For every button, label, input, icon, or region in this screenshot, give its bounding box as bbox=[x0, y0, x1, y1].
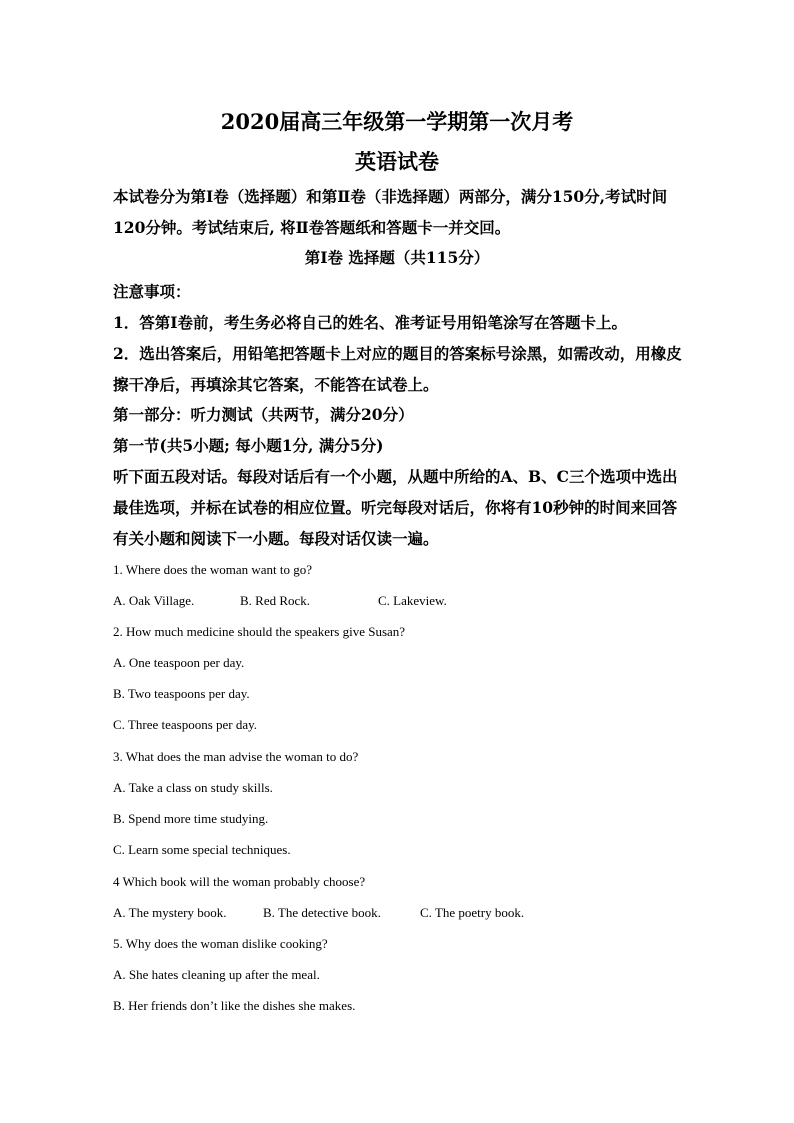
question-3-option-b: B. Spend more time studying. bbox=[113, 811, 269, 826]
exam-title: 2020届高三年级第一学期第一次月考 bbox=[220, 109, 574, 134]
question-3-stem: 3. What does the man advise the woman to do? bbox=[113, 749, 359, 764]
part1-instructions: 听下面五段对话。每段对话后有一个小题，从题中所给的A、B、C三个选项中选出最佳选项，并标在试卷的相应位置。听完每段对话后，你将有10秒钟的时间来回答有关小题和阅读下一小题。每段对话仅读一遍。 bbox=[113, 467, 678, 548]
question-1-option-c: C. Lakeview. bbox=[378, 593, 447, 608]
notes-item-2: 2．选出答案后，用铅笔把答题卡上对应的题目的答案标号涂黑，如需改动，用橡皮擦干净后，再填涂其它答案，不能答在试卷上。 bbox=[113, 344, 682, 394]
section-title: 第Ⅰ卷 选择题（共115分） bbox=[304, 248, 490, 267]
intro-paragraph: 本试卷分为第Ⅰ卷（选择题）和第Ⅱ卷（非选择题）两部分，满分150分,考试时间120分钟。考试结束后, 将Ⅱ卷答题纸和答题卡一并交回。 bbox=[113, 187, 668, 237]
notes-item-1: 1．答第Ⅰ卷前，考生务必将自己的姓名、准考证号用铅笔涂写在答题卡上。 bbox=[113, 313, 628, 332]
question-2-option-b: B. Two teaspoons per day. bbox=[113, 686, 250, 701]
question-4-option-c: C. The poetry book. bbox=[420, 905, 525, 920]
question-5-option-b: B. Her friends don’t like the dishes she makes. bbox=[113, 998, 356, 1013]
question-2-option-c: C. Three teaspoons per day. bbox=[113, 717, 258, 732]
question-3-option-a: A. Take a class on study skills. bbox=[113, 780, 273, 795]
question-1-option-a: A. Oak Village. bbox=[113, 593, 195, 608]
question-1-option-b: B. Red Rock. bbox=[240, 593, 311, 608]
question-1-stem: 1. Where does the woman want to go? bbox=[113, 562, 313, 577]
part1-section1: 第一节(共5小题; 每小题1分, 满分5分) bbox=[113, 436, 384, 455]
question-2-stem: 2. How much medicine should the speakers give Susan? bbox=[113, 624, 406, 639]
exam-subtitle: 英语试卷 bbox=[355, 149, 439, 174]
part1-heading: 第一部分：听力测试（共两节，满分20分） bbox=[113, 405, 414, 424]
notes-heading: 注意事项： bbox=[113, 282, 191, 301]
question-2-option-a: A. One teaspoon per day. bbox=[113, 655, 245, 670]
question-4-option-b: B. The detective book. bbox=[263, 905, 381, 920]
question-5-option-a: A. She hates cleaning up after the meal. bbox=[113, 967, 320, 982]
question-3-option-c: C. Learn some special techniques. bbox=[113, 842, 291, 857]
question-5-stem: 5. Why does the woman dislike cooking? bbox=[113, 936, 328, 951]
question-4-stem: 4 Which book will the woman probably choose? bbox=[113, 874, 366, 889]
question-4-option-a: A. The mystery book. bbox=[113, 905, 227, 920]
